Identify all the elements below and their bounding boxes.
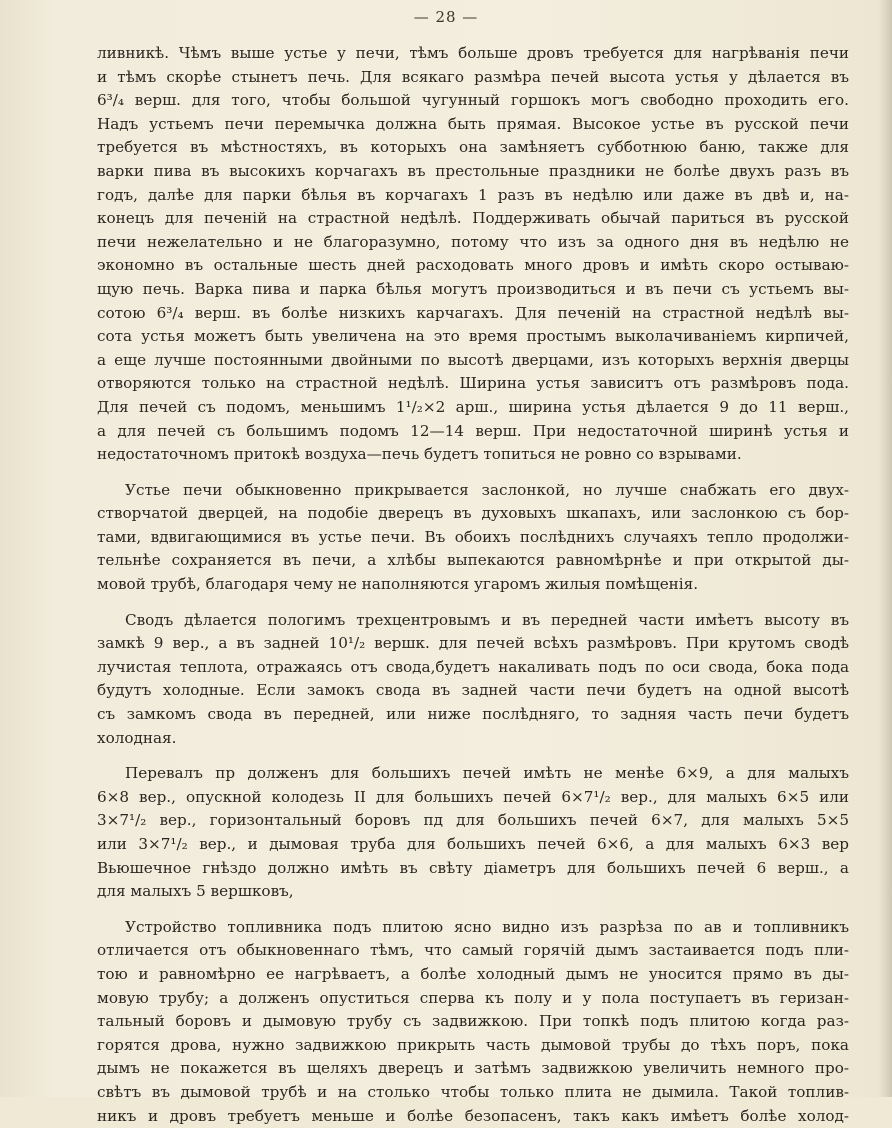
text-line: свѣтъ въ дымовой трубѣ и на столько чтобы только плита не дымила. Такой топлив- bbox=[97, 1082, 849, 1101]
paragraph-5 bbox=[97, 916, 849, 1128]
text-line: экономно въ остальные шесть дней расходовать много дровъ и имѣть скоро остываю- bbox=[97, 256, 849, 275]
text-line: 3×7¹/₂ вер., горизонтальный боровъ пд для большихъ печей 6×7, для малыхъ 5×5 bbox=[97, 811, 849, 830]
text-line: никъ и дровъ требуетъ меньше и болѣе безопасенъ, такъ какъ имѣетъ болѣе холод- bbox=[97, 1106, 849, 1125]
text-line: Для печей съ подомъ, меньшимъ 1¹/₂×2 арш., ширина устья дѣлается 9 до 11 верш., bbox=[97, 397, 849, 416]
text-line: недостаточномъ притокѣ воздуха—печь будетъ топиться не ровно со взрывами. bbox=[97, 445, 742, 464]
text-line: для малыхъ 5 вершковъ, bbox=[97, 882, 294, 901]
text-line: створчатой дверцей, на подобіе дверецъ въ духовыхъ шкапахъ, или заслонкою съ бор- bbox=[97, 504, 849, 523]
text-line: а для печей съ большимъ подомъ 12—14 верш. При недостаточной ширинѣ устья и bbox=[97, 421, 849, 440]
scan-edge-shadow bbox=[878, 0, 892, 1097]
text-line: Перевалъ пр долженъ для большихъ печей имѣть не менѣе 6×9, а для малыхъ bbox=[125, 764, 849, 783]
text-line: ливникѣ. Чѣмъ выше устье у печи, тѣмъ больше дровъ требуется для нагрѣванія печи bbox=[97, 44, 849, 62]
paragraph-2 bbox=[97, 479, 849, 597]
text-line: 6×8 вер., опускной колодезь II для большихъ печей 6×7¹/₂ вер., для малыхъ 6×5 или bbox=[97, 787, 849, 806]
text-line: сота устья можетъ быть увеличена на это время простымъ выколачиваніемъ кирпичей, bbox=[97, 327, 849, 346]
text-line: тами, вдвигающимися въ устье печи. Въ обоихъ послѣднихъ случаяхъ тепло продолжи- bbox=[97, 527, 849, 546]
text-line: 6³/₄ верш. для того, чтобы большой чугунный горшокъ могъ свободно проходить его. bbox=[97, 91, 849, 110]
text-line: холодная. bbox=[97, 728, 177, 747]
text-line: Устройство топливника подъ плитою ясно видно изъ разрѣза по ав и топливникъ bbox=[125, 917, 849, 936]
paragraph-1 bbox=[97, 42, 849, 467]
paragraph-3 bbox=[97, 609, 849, 751]
paragraph-4 bbox=[97, 762, 849, 904]
text-line: горятся дрова, нужно задвижкою прикрыть часть дымовой трубы до тѣхъ поръ, пока bbox=[97, 1035, 849, 1054]
text-line: замкѣ 9 вер., а въ задней 10¹/₂ вершк. для печей всѣхъ размѣровъ. При крутомъ сводѣ bbox=[97, 634, 849, 653]
text-line: или 3×7¹/₂ вер., и дымовая труба для большихъ печей 6×6, а для малыхъ 6×3 вер bbox=[97, 835, 849, 853]
body-text bbox=[97, 42, 849, 1128]
text-line: щую печь. Варка пива и парка бѣлья могутъ производиться и въ печи съ устьемъ вы- bbox=[97, 279, 849, 298]
text-line: отворяются только на страстной недѣлѣ. Ширина устья зависитъ отъ размѣровъ пода. bbox=[97, 374, 849, 393]
text-line: будутъ холодные. Если замокъ свода въ задней части печи будетъ на одной высотѣ bbox=[97, 681, 849, 700]
text-line: требуется въ мѣстностяхъ, въ которыхъ она замѣняетъ субботнюю баню, также для bbox=[97, 138, 849, 157]
text-line: тальный боровъ и дымовую трубу съ задвижкою. При топкѣ подъ плитою когда раз- bbox=[97, 1012, 849, 1031]
text-line: отличается отъ обыкновеннаго тѣмъ, что самый горячій дымъ застаивается подъ пли- bbox=[97, 941, 849, 960]
text-line: печи нежелательно и не благоразумно, потому что изъ за одного дня въ недѣлю не bbox=[97, 232, 849, 251]
text-line: Сводъ дѣлается пологимъ трехцентровымъ и въ передней части имѣетъ высоту въ bbox=[125, 610, 849, 629]
text-line: конецъ для печеній на страстной недѣлѣ. Поддерживать обычай париться въ русской bbox=[97, 209, 849, 228]
text-line: лучистая теплота, отражаясь отъ свода,будетъ накаливать подъ по оси свода, бока пода bbox=[97, 657, 849, 676]
text-line: годъ, далѣе для парки бѣлья въ корчагахъ 1 разъ въ недѣлю или даже въ двѣ и, на- bbox=[97, 185, 849, 204]
text-line: мовой трубѣ, благодаря чему не наполняются угаромъ жилыя помѣщенія. bbox=[97, 575, 699, 594]
text-line: Устье печи обыкновенно прикрывается заслонкой, но лучше снабжать его двух- bbox=[125, 480, 849, 499]
text-line: тельнѣе сохраняется въ печи, а хлѣбы выпекаются равномѣрнѣе и при открытой ды- bbox=[97, 551, 849, 570]
text-line: тою и равномѣрно ее нагрѣваетъ, а болѣе холодный дымъ не уносится прямо въ ды- bbox=[97, 964, 849, 983]
text-line: мовую трубу; а долженъ опуститься сперва къ полу и у пола поступаетъ въ геризан- bbox=[97, 988, 849, 1007]
text-line: Надъ устьемъ печи перемычка должна быть прямая. Высокое устье въ русской печи bbox=[97, 114, 849, 133]
text-line: сотою 6³/₄ верш. въ болѣе низкихъ карчагахъ. Для печеній на страстной недѣлѣ вы- bbox=[97, 303, 849, 322]
text-line: а еще лучше постоянными двойными по высотѣ дверцами, изъ которыхъ верхнія дверцы bbox=[97, 350, 849, 369]
text-line: и тѣмъ скорѣе стынетъ печь. Для всякаго размѣра печей высота устья у дѣлается въ bbox=[97, 67, 849, 86]
page-number: — 28 — bbox=[413, 8, 479, 26]
text-line: Вьюшечное гнѣздо должно имѣть въ свѣту діаметръ для большихъ печей 6 верш., а bbox=[97, 858, 849, 877]
text-line: съ замкомъ свода въ передней, или ниже послѣдняго, то задняя часть печи будетъ bbox=[97, 705, 849, 724]
text-line: варки пива въ высокихъ корчагахъ въ престольные праздники не болѣе двухъ разъ въ bbox=[97, 161, 849, 180]
text-line: дымъ не покажется въ щеляхъ дверецъ и затѣмъ задвижкою увеличить немного про- bbox=[97, 1059, 849, 1078]
